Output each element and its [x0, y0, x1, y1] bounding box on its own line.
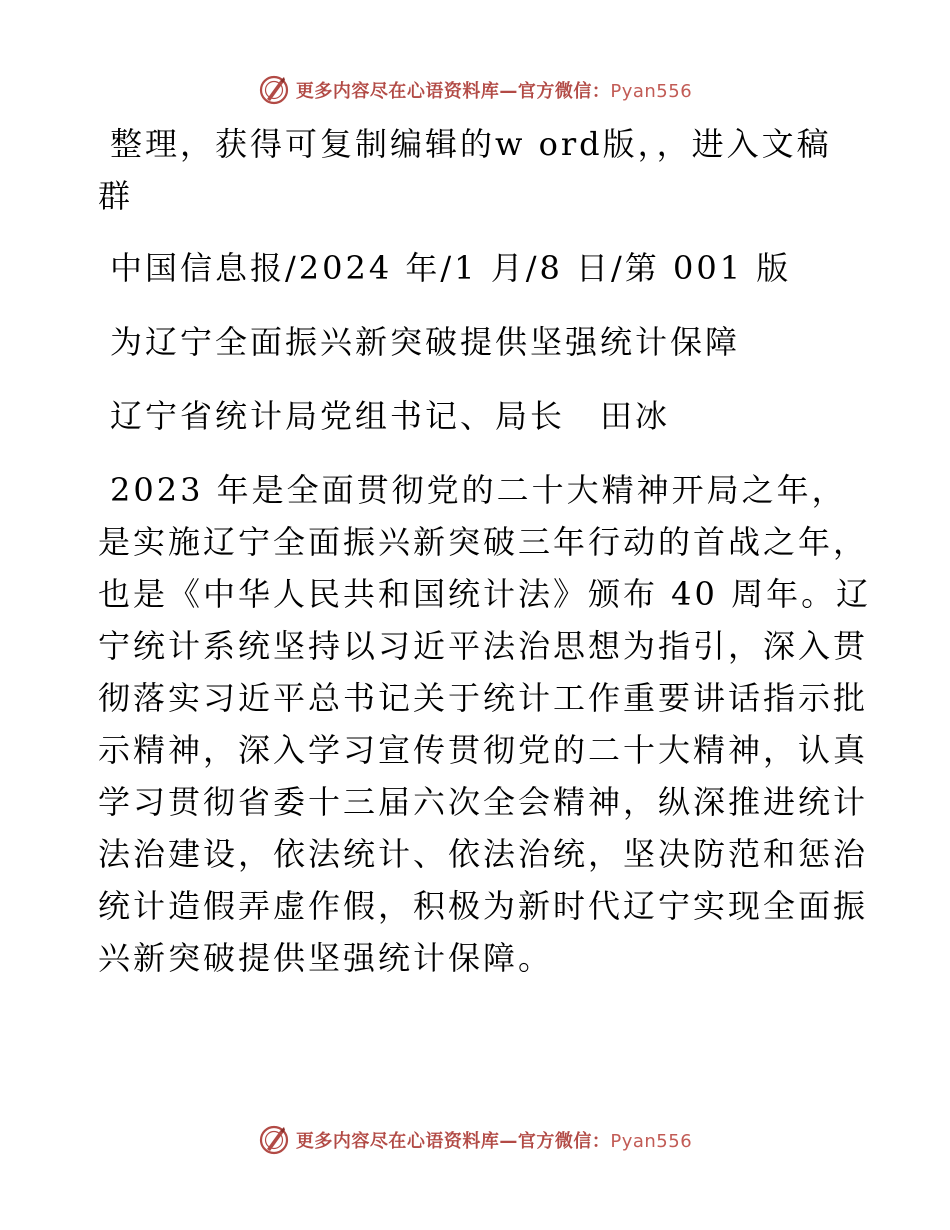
quill-pen-seal-icon	[258, 1124, 290, 1156]
source-line: 中国信息报/2024 年/1 月/8 日/第 001 版	[110, 249, 792, 287]
body-line: 是实施辽宁全面振兴新突破三年行动的首战之年，	[98, 523, 869, 561]
author-line: 辽宁省统计局党组书记、局长 田冰	[110, 397, 671, 435]
body-line: 统计造假弄虚作假，积极为新时代辽宁实现全面振	[98, 887, 869, 925]
body-line: 兴新突破提供坚强统计保障。	[98, 939, 554, 977]
banner-text: 更多内容尽在心语资料库—官方微信：Pyan556	[295, 81, 693, 102]
quill-pen-seal-icon	[258, 74, 290, 106]
intro-line-2: 群	[98, 177, 134, 215]
document-body	[98, 118, 872, 984]
body-line: 示精神，深入学习宣传贯彻党的二十大精神，认真	[98, 731, 869, 769]
wechat-id: Pyan556	[610, 81, 693, 102]
intro-line-1: 整理，获得可复制编辑的w ord版，，进入文稿	[110, 125, 832, 163]
body-line: 学习贯彻省委十三届六次全会精神，纵深推进统计	[98, 783, 869, 821]
body-line: 彻落实习近平总书记关于统计工作重要讲话指示批	[98, 679, 869, 717]
header-banner	[0, 70, 950, 110]
wechat-id: Pyan556	[610, 1131, 693, 1152]
body-line: 法治建设，依法统计、依法治统，坚决防范和惩治	[98, 835, 869, 873]
intro-paragraph	[98, 118, 858, 222]
body-line: 2023 年是全面贯彻党的二十大精神开局之年，	[110, 471, 847, 509]
body-line: 宁统计系统坚持以习近平法治思想为指引，深入贯	[98, 627, 869, 665]
body-line: 也是《中华人民共和国统计法》颁布 40 周年。辽	[98, 575, 872, 613]
body-paragraph	[98, 464, 872, 984]
footer-banner	[0, 1120, 950, 1160]
banner-text: 更多内容尽在心语资料库—官方微信：Pyan556	[295, 1131, 693, 1152]
article-title: 为辽宁全面振兴新突破提供坚强统计保障	[110, 323, 741, 361]
